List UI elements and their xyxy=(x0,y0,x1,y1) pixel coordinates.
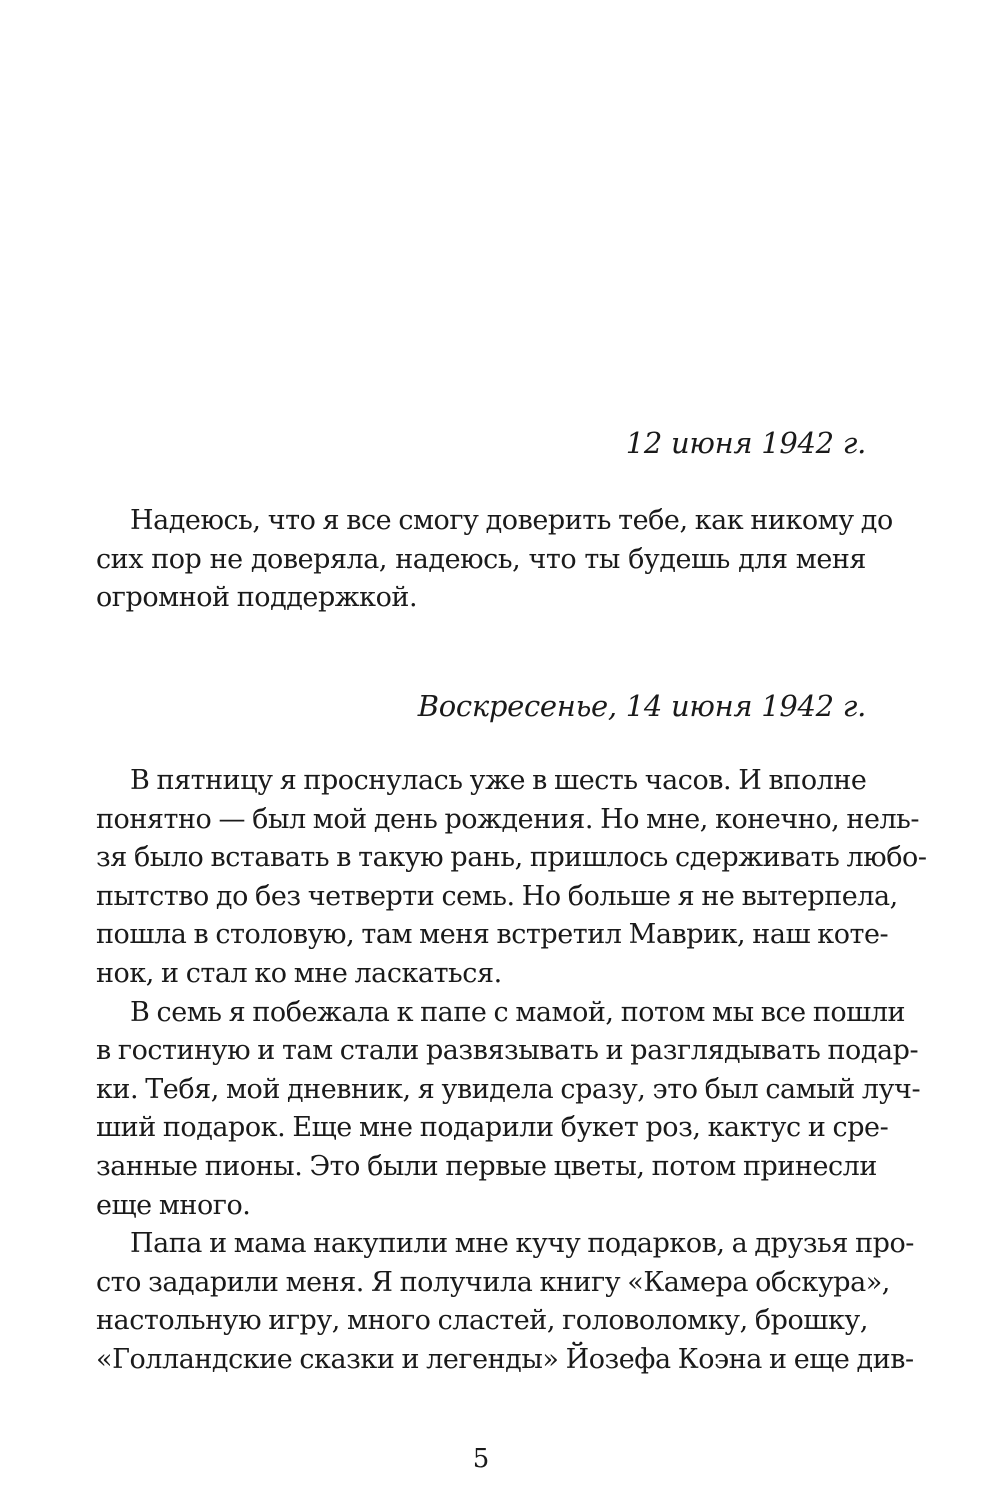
text-line: сих пор не доверяла, надеюсь, что ты будешь для меня xyxy=(96,543,866,575)
text-line: сто задарили меня. Я получила книгу «Камера обскура», xyxy=(96,1266,890,1298)
page-number: 5 xyxy=(472,1444,490,1474)
text-line: еще много. xyxy=(96,1189,251,1221)
text-line: ки. Тебя, мой дневник, я увидела сразу, это был самый луч- xyxy=(96,1073,921,1105)
entry-date: Воскресенье, 14 июня 1942 г. xyxy=(417,689,866,723)
text-line: занные пионы. Это были первые цветы, потом принесли xyxy=(96,1150,877,1182)
text-line: зя было вставать в такую рань, пришлось сдерживать любо- xyxy=(96,842,927,874)
diary-entry xyxy=(96,502,893,618)
text-line: В семь я побежала к папе с мамой, потом мы все пошли xyxy=(130,996,906,1028)
text-line: в гостиную и там стали развязывать и разглядывать подар- xyxy=(96,1035,919,1067)
text-line: пошла в столовую, там меня встретил Маврик, наш коте- xyxy=(96,919,889,951)
text-line: настольную игру, много сластей, головоломку, брошку, xyxy=(96,1305,868,1337)
text-line: нок, и стал ко мне ласкаться. xyxy=(96,957,502,989)
text-line: огромной поддержкой. xyxy=(96,582,418,614)
text-line: «Голландские сказки и легенды» Йозефа Коэна и еще див- xyxy=(96,1343,914,1375)
text-line: понятно — был мой день рождения. Но мне, конечно, нель- xyxy=(96,803,920,835)
entry-date: 12 июня 1942 г. xyxy=(625,426,866,460)
text-line: ший подарок. Еще мне подарили букет роз, кактус и сре- xyxy=(96,1112,889,1144)
text-line: В пятницу я проснулась уже в шесть часов. И вполне xyxy=(130,765,867,796)
diary-entry xyxy=(96,762,927,1380)
text-line: Папа и мама накупили мне кучу подарков, а друзья про- xyxy=(130,1228,914,1260)
book-page xyxy=(96,0,927,1503)
text-line: Надеюсь, что я все смогу доверить тебе, как никому до xyxy=(130,505,893,536)
text-line: пытство до без четверти семь. Но больше я не вытерпела, xyxy=(96,880,898,912)
